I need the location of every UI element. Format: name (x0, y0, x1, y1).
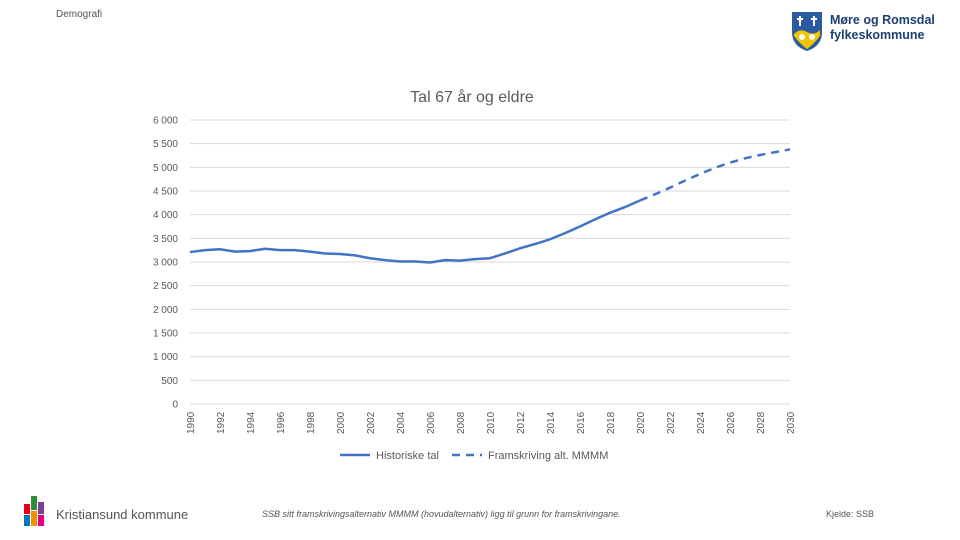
chart-title: Tal 67 år og eldre (410, 89, 534, 106)
x-tick-label: 2006 (426, 411, 437, 434)
y-tick-label: 2 000 (152, 304, 178, 316)
coat-of-arms-icon (790, 10, 824, 52)
x-tick-label: 2024 (696, 411, 707, 434)
x-tick-label: 1994 (246, 411, 257, 434)
y-tick-label: 1 500 (152, 328, 178, 340)
x-tick-label: 2016 (576, 411, 587, 434)
footer-note: SSB sitt framskrivingsalternativ MMMM (hovudalternativ) ligg til grunn for framskrivingane. (262, 509, 621, 519)
y-tick-label: 3 500 (152, 233, 178, 245)
logo-line-1: Møre og Romsdal (830, 13, 935, 27)
y-tick-label: 3 000 (152, 257, 178, 269)
y-tick-label: 0 (172, 399, 178, 411)
gridlines (190, 120, 790, 404)
y-tick-label: 5 000 (152, 162, 178, 174)
series-line-projection (640, 149, 790, 200)
x-tick-label: 2002 (366, 411, 377, 434)
x-tick-label: 2018 (606, 411, 617, 434)
kristiansund-logo-icon (24, 494, 46, 526)
x-tick-label: 2012 (516, 411, 527, 434)
footer-organization: Kristiansund kommune (56, 507, 189, 522)
y-tick-label: 500 (161, 375, 178, 387)
x-tick-label: 1992 (216, 411, 227, 434)
y-tick-label: 2 500 (152, 281, 178, 293)
line-chart (140, 78, 820, 473)
x-tick-label: 2004 (396, 411, 407, 434)
x-tick-label: 1998 (306, 411, 317, 434)
legend-label: Framskriving alt. MMMM (488, 450, 609, 462)
footer-source: Kjelde: SSB (826, 509, 875, 519)
x-tick-label: 2026 (726, 411, 737, 434)
x-tick-label: 2014 (546, 411, 557, 434)
series-line-historical (190, 200, 640, 262)
x-tick-label: 2010 (486, 411, 497, 434)
y-axis-ticks (153, 116, 178, 411)
series-lines (190, 149, 790, 262)
x-tick-label: 2020 (636, 411, 647, 434)
x-tick-label: 1996 (276, 411, 287, 434)
y-tick-label: 6 000 (152, 115, 178, 127)
y-tick-label: 4 500 (152, 186, 178, 198)
x-tick-label: 2030 (786, 411, 797, 434)
logo-line-2: fylkeskommune (830, 28, 925, 42)
x-tick-label: 2000 (336, 411, 347, 434)
x-axis-ticks (186, 411, 797, 434)
section-label: Demografi (56, 9, 103, 20)
legend (340, 450, 608, 462)
x-tick-label: 2028 (756, 411, 767, 434)
x-tick-label: 2022 (666, 411, 677, 434)
x-tick-label: 1990 (186, 411, 197, 434)
x-tick-label: 2008 (456, 411, 467, 434)
org-logo (790, 10, 935, 54)
y-tick-label: 1 000 (152, 352, 178, 364)
y-tick-label: 4 000 (152, 210, 178, 222)
legend-label: Historiske tal (376, 450, 439, 462)
y-tick-label: 5 500 (152, 139, 178, 151)
